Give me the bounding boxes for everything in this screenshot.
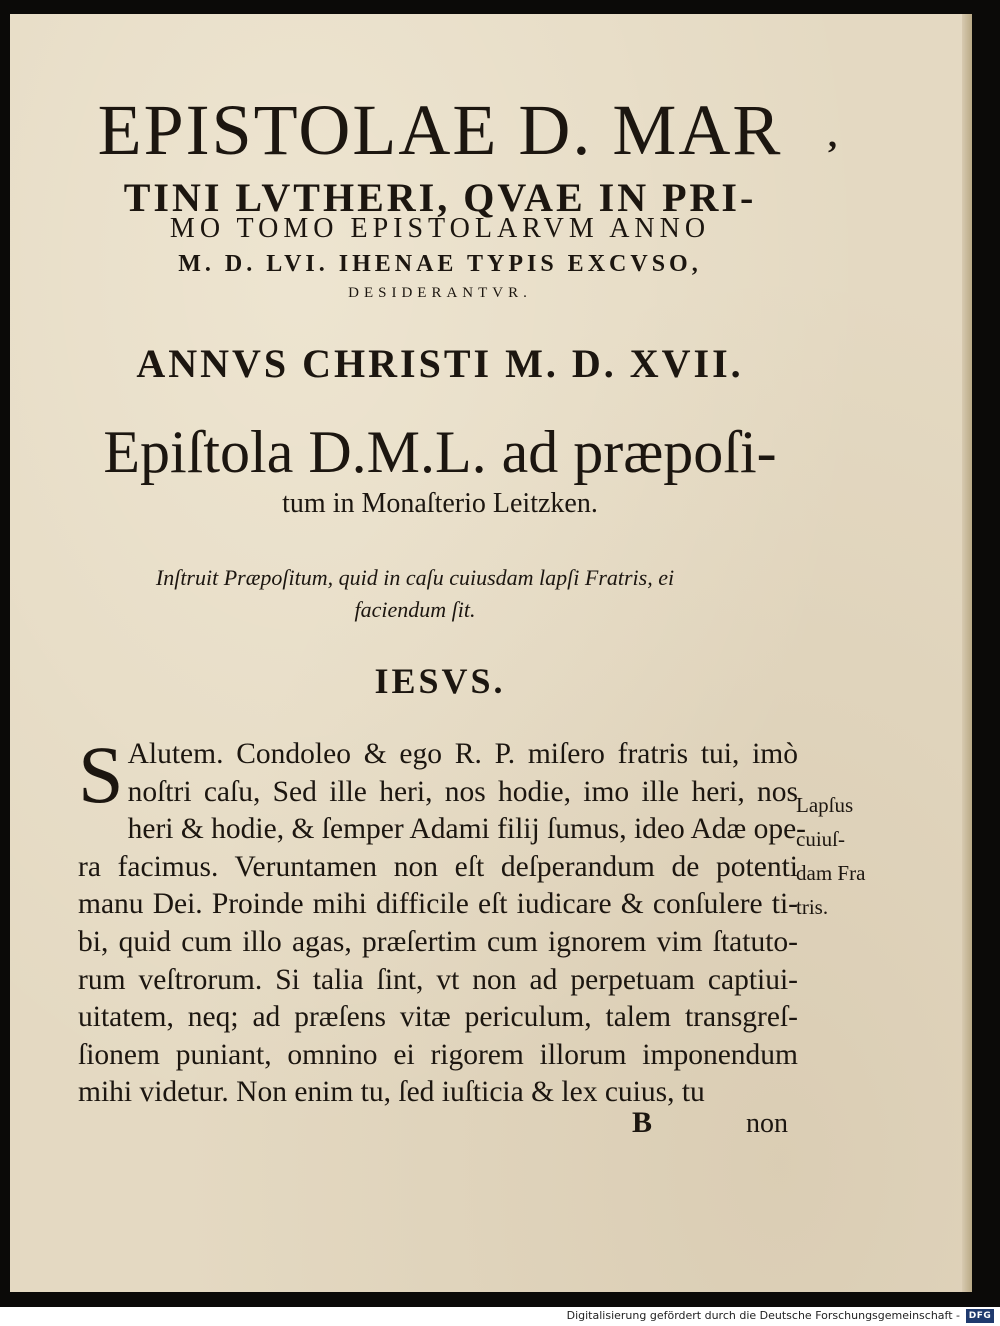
heading-line-4: M. D. LVI. IHENAE TYPIS EXCVSO, [178,251,702,277]
footer-bar [0,1307,1000,1326]
marginal-note [796,788,906,924]
epistle-summary: Inſtruit Præpoſitum, quid in caſu cuiusdam lapſi Fratris, ei faciendum ſit. [155,565,675,622]
body-text [78,729,807,1112]
heading-line-3: MO TOMO EPISTOLARVM ANNO [169,213,711,244]
marginal-note-line: dam Fra [796,861,866,885]
book-page [10,14,972,1292]
body-line: manu Dei. Proinde mihi difficile eſt iudicare & conſulere ti- [78,888,798,921]
body-line: uitatem, neq; ad præſens vitæ periculum, talem transgreſ- [78,1001,798,1034]
invocation: IESVS. [374,661,506,701]
body-line: mihi videtur. Non enim tu, ſed iuſticia & lex cuius, tu [78,1076,705,1109]
body-line: bi, quid cum illo agas, præſertim cum ignorem vim ſtatuto- [78,925,798,958]
marginal-note-line: tris. [796,895,829,919]
signature-mark: B [632,1106,653,1139]
body-line: heri & hodie, & ſemper Adami filij ſumus, ideo Adæ ope- [127,813,807,846]
year-heading: ANNVS CHRISTI M. D. XVII. [136,341,744,386]
heading-mark: , [828,115,837,155]
body-line: ſionem puniant, omnino ei rigorem illorum imponendum [78,1038,798,1071]
body-line: rum veſtrorum. Si talia ſint, vt non ad perpetuam captiui- [78,963,798,996]
body-line: Alutem. Condoleo & ego R. P. miſero fratris tui, imò [127,738,798,770]
marginal-note-line: cuiuſ- [796,827,845,851]
epistle-subtitle: tum in Monaſterio Leitzken. [282,488,598,519]
marginal-note-line: Lapſus [796,793,854,817]
heading-line-5: DESIDERANTVR. [348,285,532,301]
epistle-title: Epiſtola D.M.L. ad præpoſi- [103,419,777,485]
funding-notice: Digitalisierung gefördert durch die Deutsche Forschungsgemeinschaft - [566,1309,960,1322]
dfg-logo: DFG [966,1309,994,1323]
heading-line-1: EPISTOLAE D. MAR [97,90,783,170]
body-line: ra facimus. Veruntamen non eſt deſperandum de potenti [78,850,798,883]
heading-line-2: TINI LVTHERI, QVAE IN PRI- [123,175,757,220]
drop-cap: S [78,729,124,820]
body-line: noſtri caſu, Sed ille heri, nos hodie, imo ille heri, nos [127,775,798,808]
page-edge [962,14,972,1292]
catchword: non [746,1108,788,1139]
